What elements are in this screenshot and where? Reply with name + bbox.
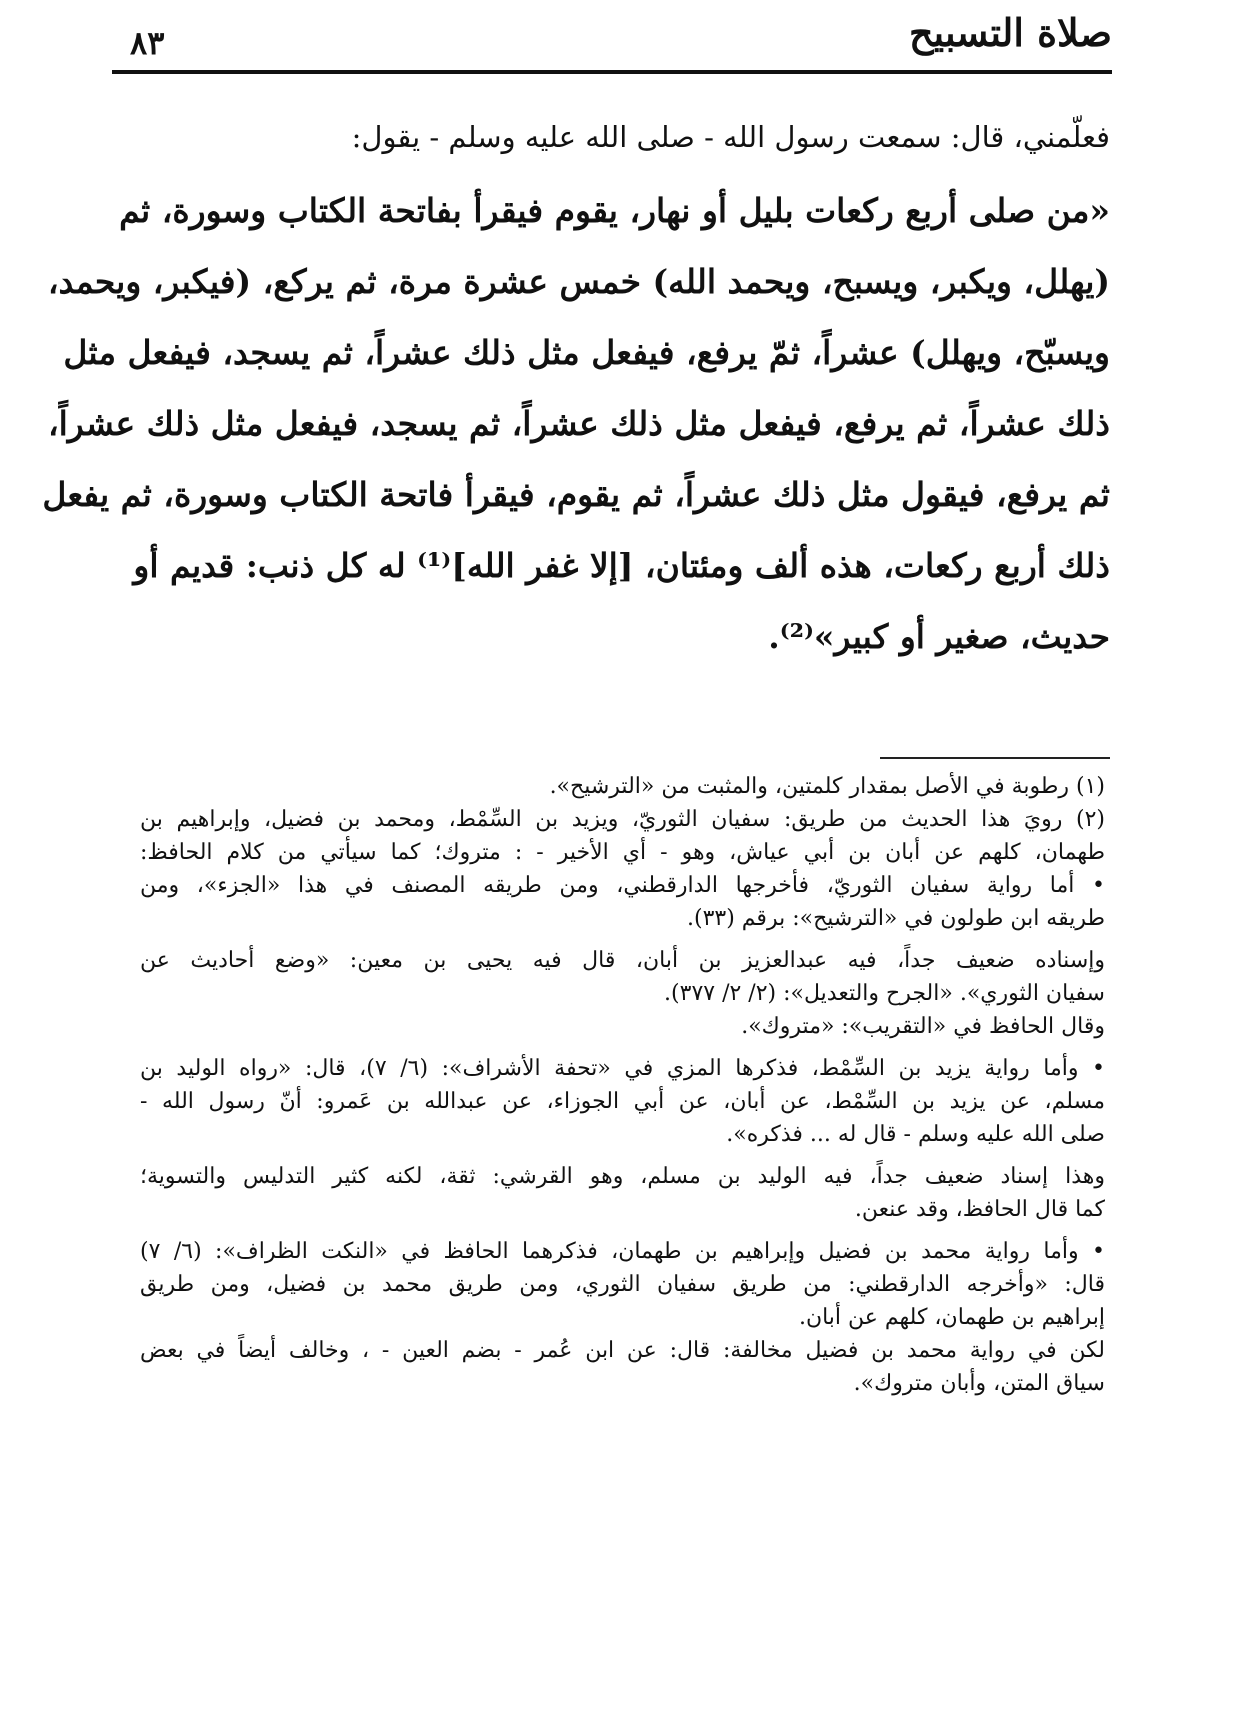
footnote-2-line: (٢) رويَ هذا الحديث من طريق: سفيان الثوريّ، ويزيد بن السِّمْط، ومحمد بن فضيل، وإبراهيم بن [140,807,1105,832]
hadith-line: ويسبّح، ويهلل) عشراً، ثمّ يرفع، فيفعل مثل ذلك عشراً، ثم يسجد، فيفعل مثل [63,333,1110,372]
footnote-2-line: • وأما رواية محمد بن فضيل وإبراهيم بن طهمان، فذكرهما الحافظ في «النكت الظراف»: (٦/ ٧) [140,1239,1105,1264]
hadith-line: ذلك أربع ركعات، هذه ألف ومئتان، [إلا غفر الله]⁽¹⁾ له كل ذنب: قديم أو [133,546,1110,585]
footnote-2-line: طريقه ابن طولون في «الترشيح»: برقم (٣٣). [686,906,1105,931]
footnote-2-line: قال: «وأخرجه الدارقطني: من طريق سفيان الثوري، ومن طريق محمد بن فضيل، ومن طريق [140,1272,1105,1297]
header-rule [112,70,1112,74]
footnote-separator [880,757,1110,759]
intro-line: فعلّمني، قال: سمعت رسول الله - صلى الله عليه وسلم - يقول: [351,120,1110,154]
footnote-2-line: لكن في رواية محمد بن فضيل مخالفة: قال: عن ابن عُمر - بضم العين - ، وخالف أيضاً في بعض [140,1338,1105,1363]
footnote-2-line: • وأما رواية يزيد بن السِّمْط، فذكرها المزي في «تحفة الأشراف»: (٦/ ٧)، قال: «رواه الوليد بن [140,1056,1106,1081]
footnote-2-line: كما قال الحافظ، وقد عنعن. [854,1197,1105,1222]
page-number: ٨٣ [130,24,165,62]
footnote-2-line: سفيان الثوري». «الجرح والتعديل»: (٢/ ٢/ ٣٧٧). [664,981,1105,1006]
footnote-2-line: • أما رواية سفيان الثوريّ، فأخرجها الدارقطني، ومن طريقه المصنف في هذا «الجزء»، ومن [140,873,1105,898]
hadith-line: «من صلى أربع ركعات بليل أو نهار، يقوم فيقرأ بفاتحة الكتاب وسورة، ثم [119,191,1110,230]
hadith-line: (يهلل، ويكبر، ويسبح، ويحمد الله) خمس عشرة مرة، ثم يركع، (فيكبر، ويحمد، [47,262,1110,301]
footnote-2-line: مسلم، عن يزيد بن السِّمْط، عن أبان، عن أبي الجوزاء، عن عبدالله بن عَمرو: أنّ رسول الله - [140,1089,1105,1114]
footnote-2-line: طهمان، كلهم عن أبان بن أبي عياش، وهو - أي الأخير - : متروك؛ كما سيأتي من كلام الحافظ: [140,840,1105,865]
footnote-2-line: سياق المتن، وأبان متروك». [853,1371,1105,1396]
footnotes [140,770,1105,1400]
hadith-line: ذلك عشراً، ثم يرفع، فيفعل مثل ذلك عشراً، ثم يسجد، فيفعل مثل ذلك عشراً، [47,404,1110,443]
footnote-2-line: صلى الله عليه وسلم - قال له ... فذكره». [726,1122,1105,1147]
footnote-1: (١) رطوبة في الأصل بمقدار كلمتين، والمثبت من «الترشيح». [549,774,1105,799]
hadith-line: ثم يرفع، فيقول مثل ذلك عشراً، ثم يقوم، فيقرأ فاتحة الكتاب وسورة، ثم يفعل [42,475,1110,514]
footnote-2-line: إبراهيم بن طهمان، كلهم عن أبان. [798,1305,1105,1330]
footnote-2-line: وهذا إسناد ضعيف جداً، فيه الوليد بن مسلم، وهو القرشي: ثقة، لكنه كثير التدليس والتسوية؛ [140,1164,1105,1189]
main-text [42,105,1110,672]
running-title: صلاة التسبيح [908,10,1112,55]
hadith-line: حديث، صغير أو كبير»⁽²⁾. [768,617,1110,656]
footnote-2-line: وإسناده ضعيف جداً، فيه عبدالعزيز بن أبان، قال فيه يحيى بن معين: «وضع أحاديث عن [140,948,1105,973]
footnote-2-line: وقال الحافظ في «التقريب»: «متروك». [741,1014,1105,1039]
